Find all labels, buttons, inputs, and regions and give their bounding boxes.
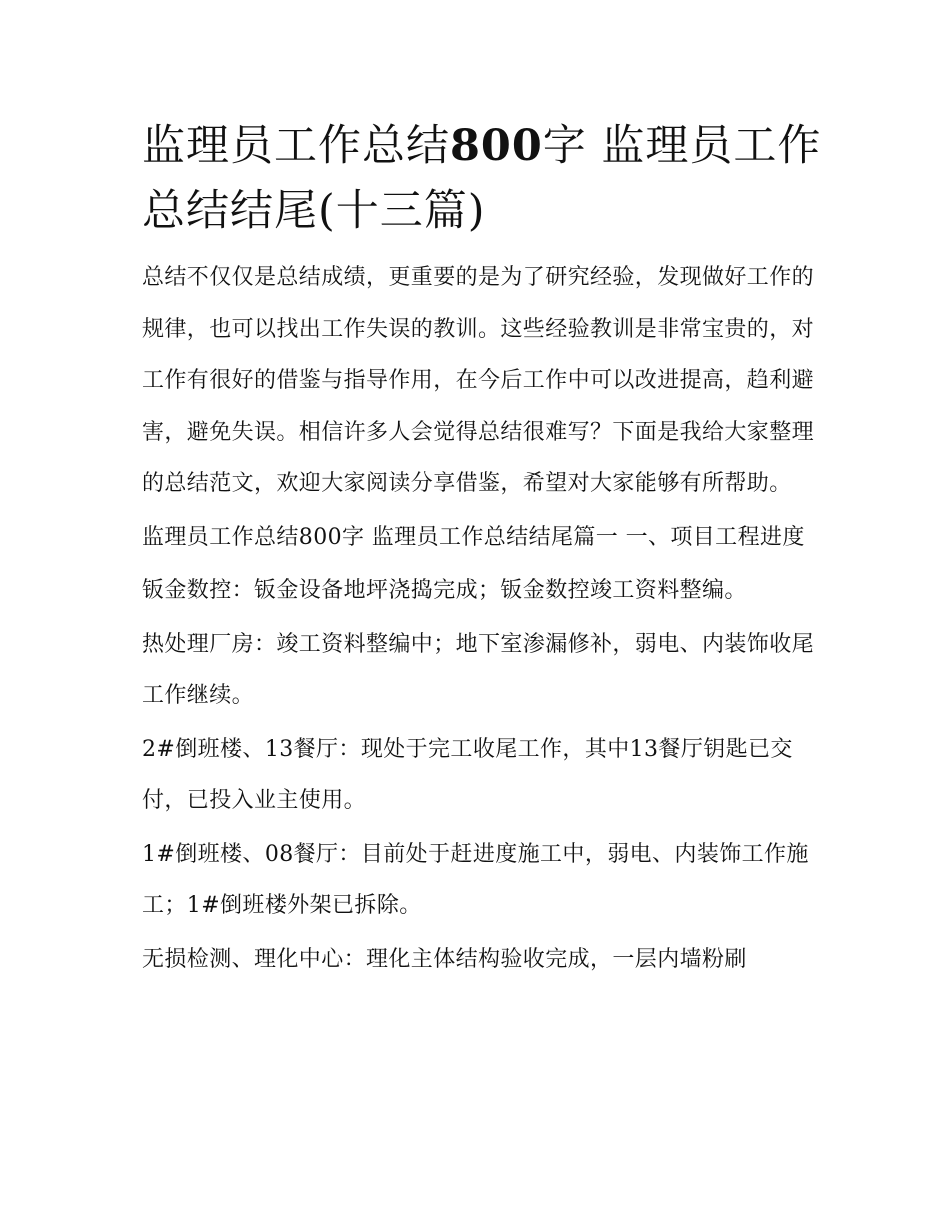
heat-treatment-paragraph: 热处理厂房：竣工资料整编中；地下室渗漏修补，弱电、内装饰收尾工作继续。 bbox=[142, 631, 815, 708]
title-number: 800 bbox=[450, 121, 543, 171]
document-body bbox=[142, 114, 822, 987]
intro-paragraph: 总结不仅仅是总结成绩，更重要的是为了研究经验，发现做好工作的规律，也可以找出工作失误的教训。这些经验教训是非常宝贵的，对工作有很好的借鉴与指导作用，在今后工作中可以改进提高，趋利避害，避免失误。相信许多人会觉得总结很难写？下面是我给大家整理的总结范文，欢迎大家阅读分享借鉴，希望对大家能够有所帮助。 bbox=[142, 265, 815, 496]
dormitory-2-paragraph: 2#倒班楼、13餐厅：现处于完工收尾工作，其中13餐厅钥匙已交付，已投入业主使用。 bbox=[142, 736, 793, 813]
document-title: 监理员工作总结800字 监理员工作总结结尾(十三篇) bbox=[142, 121, 822, 236]
dormitory-1-paragraph: 1#倒班楼、08餐厅：目前处于赶进度施工中，弱电、内装饰工作施工；1#倒班楼外架已拆除。 bbox=[142, 841, 809, 918]
section-heading-paragraph: 监理员工作总结800字 监理员工作总结结尾篇一 一、项目工程进度 bbox=[142, 524, 805, 550]
sheet-metal-cnc-paragraph: 钣金数控：钣金设备地坪浇捣完成；钣金数控竣工资料整编。 bbox=[142, 578, 747, 603]
ndt-center-paragraph: 无损检测、理化中心：理化主体结构验收完成，一层内墙粉刷 bbox=[142, 946, 747, 972]
